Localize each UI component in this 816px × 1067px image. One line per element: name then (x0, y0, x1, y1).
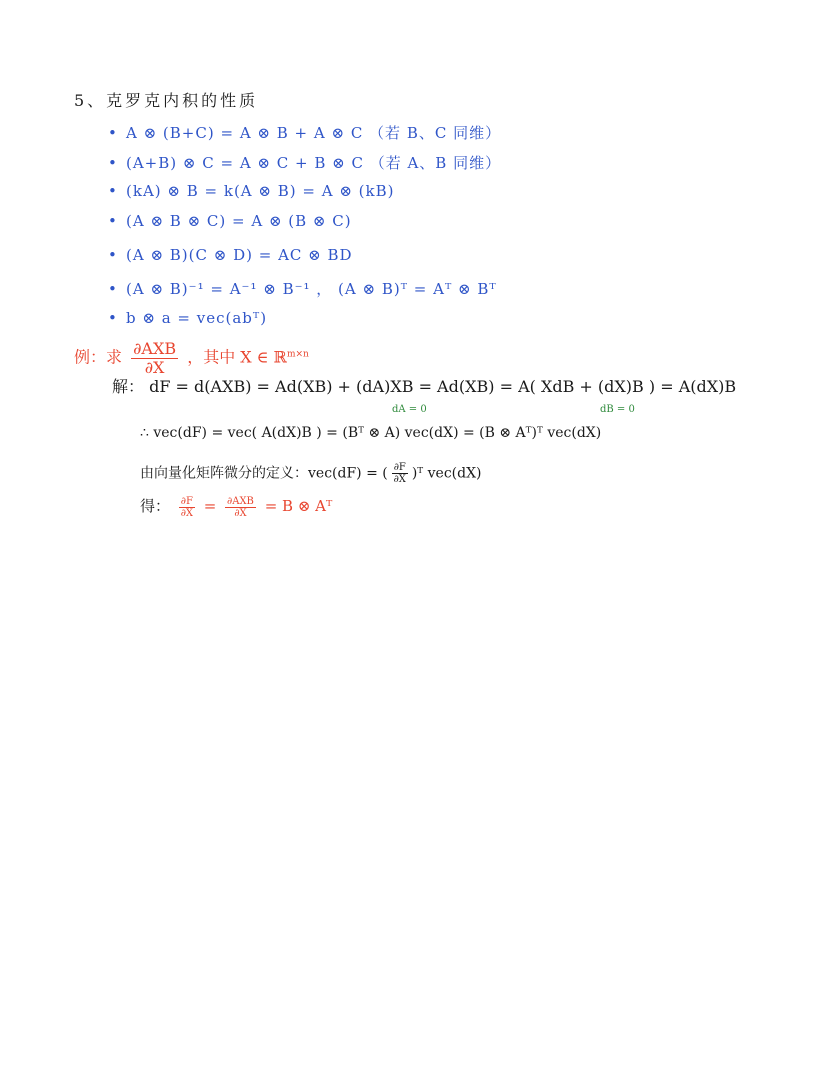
result-den-1: ∂X (180, 507, 193, 519)
example-label: 例：求 (74, 347, 123, 367)
derivative-numerator: ∂F (393, 462, 406, 473)
property-item: • (A+B) ⊗ C = A ⊗ C + B ⊗ C （若 A、B 同维） (108, 154, 502, 172)
property-text: (A ⊗ B ⊗ C) = A ⊗ (B ⊗ C) (126, 212, 352, 230)
property-item: • (A ⊗ B ⊗ C) = A ⊗ (B ⊗ C) (108, 212, 352, 230)
solution-eq1: dF = d(AXB) = Ad(XB) + (dA)XB = Ad(XB) = A( XdB + (dX)B ) = A(dX)B (149, 377, 737, 396)
derivative-denominator: ∂X (393, 474, 406, 485)
result-label: 得： (140, 497, 171, 515)
note-da-zero: dA = 0 (392, 404, 427, 415)
result-value: = B ⊗ Aᵀ (264, 497, 333, 515)
solution-line-1 (112, 374, 736, 397)
note-db-zero: dB = 0 (600, 404, 635, 415)
result-num-2: ∂AXB (227, 495, 254, 507)
property-text: (kA) ⊗ B = k(A ⊗ B) = A ⊗ (kB) (126, 182, 395, 200)
solution-line-2: ∴ vec(dF) = vec( A(dX)B ) = (Bᵀ ⊗ A) vec(dX) = (B ⊗ Aᵀ)ᵀ vec(dX) (140, 425, 602, 441)
solution-eq3-suffix: )ᵀ vec(dX) (411, 465, 482, 482)
solution-result (140, 495, 332, 519)
property-text: A ⊗ (B+C) = A ⊗ B + A ⊗ C （若 B、C 同维） (126, 124, 502, 142)
property-text: b ⊗ a = vec(abᵀ) (126, 309, 268, 327)
property-item: • (A ⊗ B)⁻¹ = A⁻¹ ⊗ B⁻¹ ， (A ⊗ B)ᵀ = Aᵀ ⊗ Bᵀ (108, 280, 497, 298)
example-condition-sup: m×n (286, 349, 309, 360)
property-text: (A ⊗ B)⁻¹ = A⁻¹ ⊗ B⁻¹ ， (A ⊗ B)ᵀ = Aᵀ ⊗ Bᵀ (126, 280, 497, 298)
property-item: • (kA) ⊗ B = k(A ⊗ B) = A ⊗ (kB) (108, 182, 395, 200)
solution-eq3-prefix: 由向量化矩阵微分的定义：vec(dF) = ( (140, 465, 388, 482)
property-item: • b ⊗ a = vec(abᵀ) (108, 309, 268, 327)
result-fraction-2 (225, 496, 256, 519)
result-num-1: ∂F (180, 495, 193, 507)
section-heading: 5、克罗克内积的性质 (74, 91, 259, 110)
example-numerator: ∂AXB (133, 339, 177, 358)
result-fraction-1 (179, 496, 195, 519)
result-den-2: ∂X (234, 507, 247, 519)
example-condition: ，其中 X ∈ ℝ (187, 347, 287, 367)
property-text: (A ⊗ B)(C ⊗ D) = AC ⊗ BD (126, 246, 353, 264)
result-equals: = (203, 497, 217, 515)
property-item: • (A ⊗ B)(C ⊗ D) = AC ⊗ BD (108, 246, 353, 264)
example-statement (74, 340, 309, 376)
solution-label: 解： (112, 377, 145, 396)
example-denominator: ∂X (144, 357, 165, 377)
derivative-fraction (392, 462, 408, 485)
property-text: (A+B) ⊗ C = A ⊗ C + B ⊗ C （若 A、B 同维） (126, 154, 502, 172)
example-fraction (131, 340, 178, 376)
property-item: • A ⊗ (B+C) = A ⊗ B + A ⊗ C （若 B、C 同维） (108, 124, 502, 142)
solution-line-3 (140, 462, 482, 485)
